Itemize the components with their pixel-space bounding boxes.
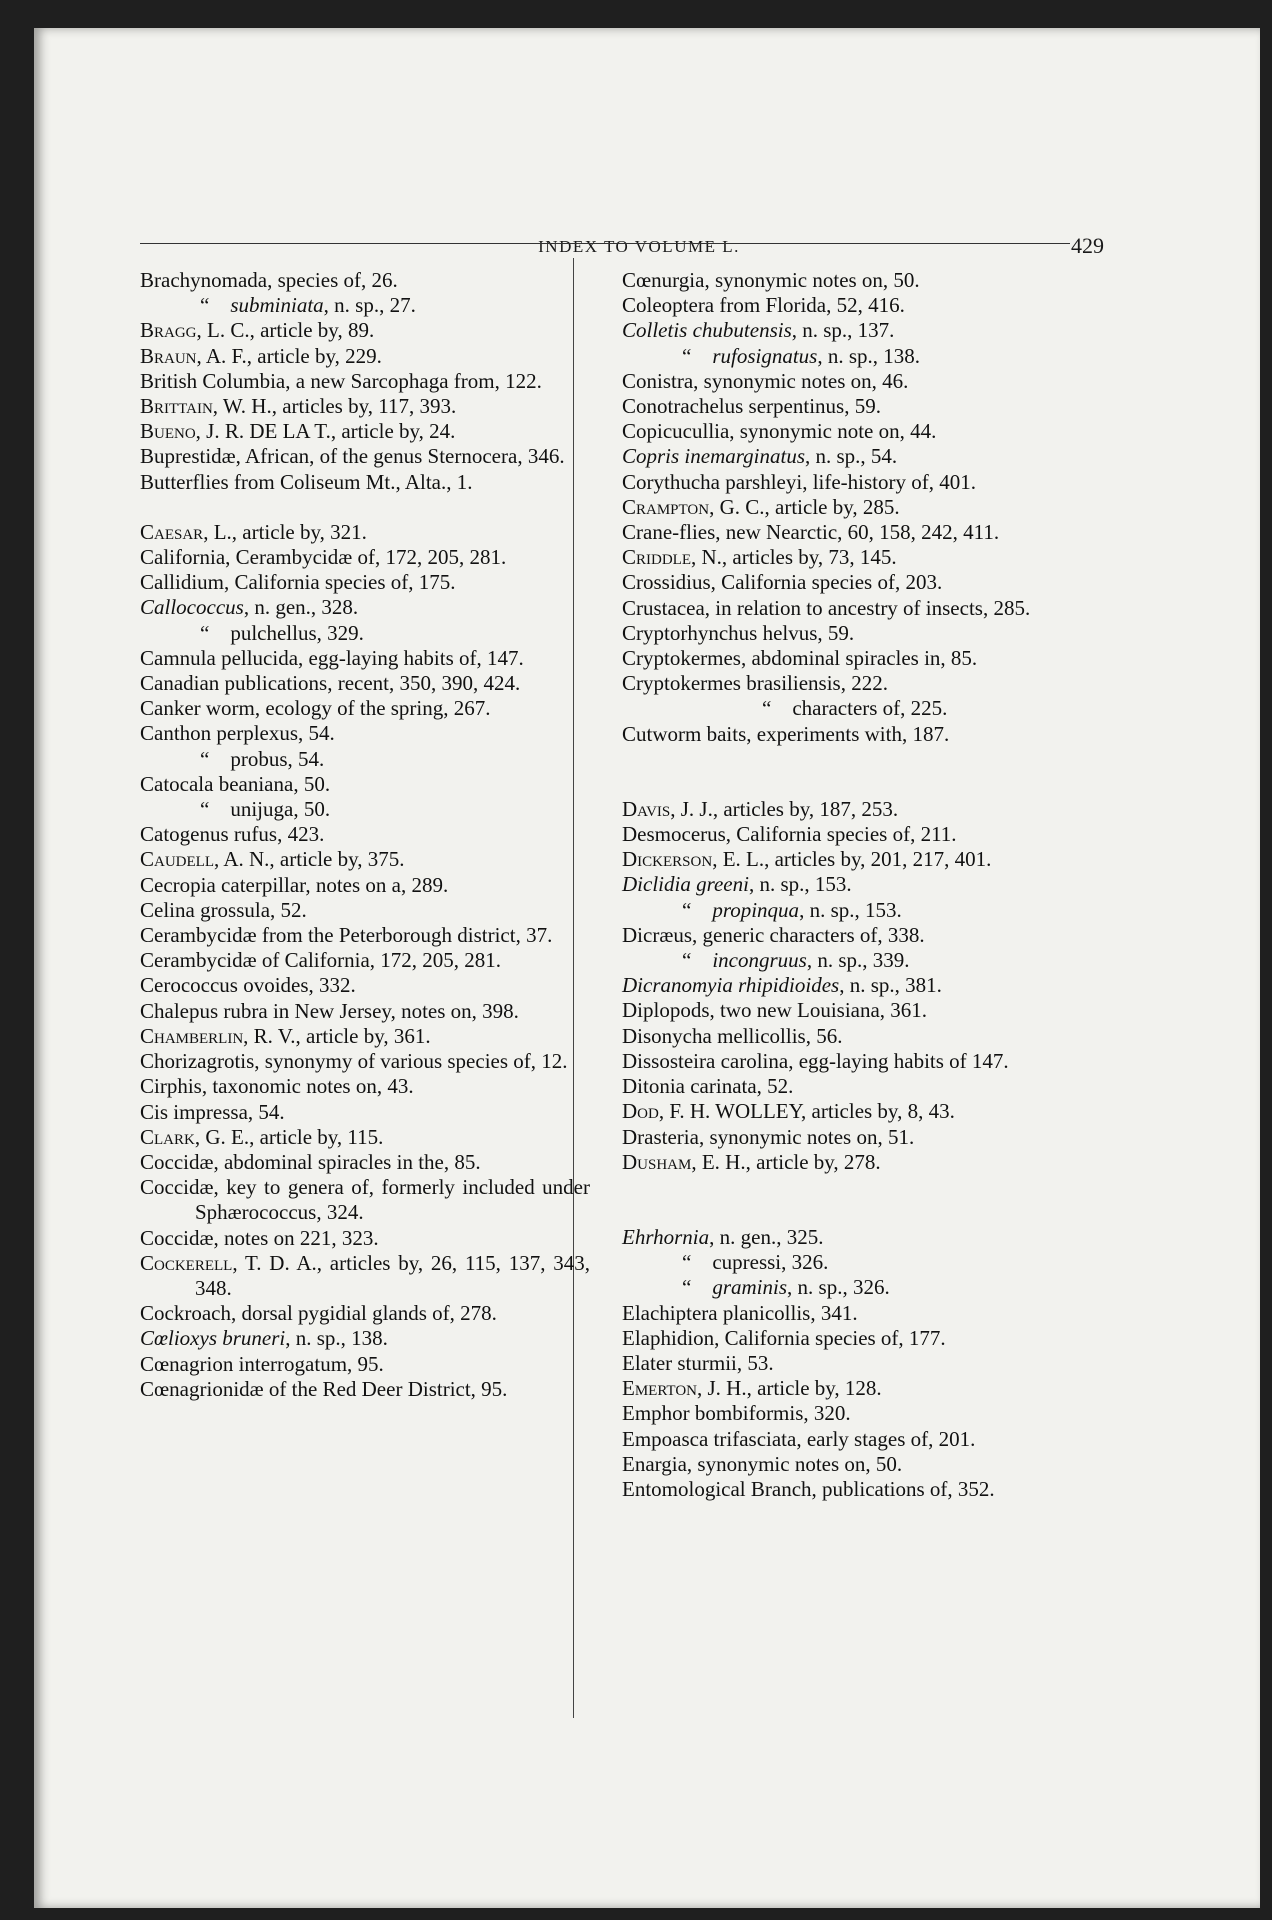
- entry-text: , G. C., article by, 285.: [709, 494, 900, 519]
- author-name: Caudell: [140, 847, 214, 872]
- index-entry: [622, 596, 1077, 621]
- ditto-mark: “: [200, 797, 231, 822]
- entry-text: Celina grossula, 52.: [140, 897, 307, 922]
- index-entry: [140, 721, 590, 746]
- index-entry: [140, 1226, 590, 1251]
- entry-text: Conotrachelus serpentinus, 59.: [622, 394, 881, 419]
- index-entry: [622, 1049, 1077, 1074]
- entry-text: probus, 54.: [230, 746, 325, 771]
- index-entry: [140, 1251, 590, 1301]
- index-entry: [140, 1074, 590, 1099]
- index-entry: [140, 948, 590, 973]
- entry-text: Chalepus rubra in New Jersey, notes on, 398.: [140, 998, 519, 1023]
- index-entry: [140, 999, 590, 1024]
- index-entry: [140, 1150, 590, 1175]
- entry-text: Dicræus, generic characters of, 338.: [622, 922, 925, 947]
- index-entry: [622, 1301, 1077, 1326]
- entry-text: , n. gen., 325.: [709, 1224, 824, 1249]
- entry-text: , L. C., article by, 89.: [196, 318, 375, 343]
- entry-text: , T. D. A., articles by, 26, 115, 137, 343, 348.: [195, 1250, 590, 1300]
- section-gap: [622, 772, 1077, 797]
- index-entry: [622, 1477, 1077, 1502]
- index-entry: [622, 1326, 1077, 1351]
- ditto-mark: “: [200, 620, 231, 645]
- entry-text: unijuga, 50.: [230, 797, 331, 822]
- index-entry: [140, 973, 590, 998]
- ditto-mark: “: [682, 343, 713, 368]
- entry-text: Coccidæ, abdominal spiracles in the, 85.: [140, 1149, 481, 1174]
- ditto-mark: “: [682, 948, 713, 973]
- index-entry: [622, 1401, 1077, 1426]
- page-number: 429: [1071, 233, 1104, 258]
- entry-text: Cerambycidæ from the Peterborough district, 37.: [140, 923, 553, 948]
- index-entry: [140, 1326, 590, 1351]
- index-entry: [140, 1175, 590, 1225]
- index-entry: [622, 671, 1077, 696]
- entry-text: , J. H., article by, 128.: [697, 1376, 882, 1401]
- entry-italic-term: incongruus: [712, 948, 807, 973]
- entry-text: Coccidæ, key to genera of, formerly included under Sphærococcus, 324.: [140, 1175, 590, 1225]
- running-header: [174, 233, 1104, 263]
- index-entry: [622, 419, 1077, 444]
- entry-italic-term: Dicranomyia rhipidioides: [622, 973, 840, 998]
- index-entry: [622, 570, 1077, 595]
- entry-text: , n. sp., 381.: [839, 973, 942, 998]
- entry-text: Dissosteira carolina, egg-laying habits of 147.: [622, 1048, 1009, 1073]
- entry-text: , n. sp., 27.: [323, 293, 416, 318]
- index-entry: [622, 470, 1077, 495]
- entry-text: , L., article by, 321.: [203, 519, 367, 544]
- index-entry: [140, 444, 590, 469]
- entry-text: , W. H., articles by, 117, 393.: [212, 394, 457, 419]
- entry-text: Crane-flies, new Nearctic, 60, 158, 242, 411.: [622, 520, 1000, 545]
- author-name: Bragg: [140, 318, 197, 343]
- entry-text: Cerambycidæ of California, 172, 205, 281.: [140, 948, 502, 973]
- entry-italic-term: graminis: [712, 1275, 788, 1300]
- entry-text: , n. sp., 138.: [285, 1326, 388, 1351]
- index-entry: [622, 369, 1077, 394]
- index-entry: [140, 1125, 590, 1150]
- entry-text: , n. sp., 153.: [748, 872, 852, 897]
- entry-text: , F. H. WOLLEY, articles by, 8, 43.: [658, 1099, 955, 1124]
- index-entry: [140, 1352, 590, 1377]
- index-entry: [622, 646, 1077, 671]
- author-name: Crampton: [622, 494, 710, 519]
- entry-text: , N., articles by, 73, 145.: [691, 545, 897, 570]
- entry-text: Copicucullia, synonymic note on, 44.: [622, 419, 937, 444]
- index-entry: [622, 847, 1077, 872]
- section-gap: [622, 1175, 1077, 1200]
- entry-text: Brachynomada, species of, 26.: [140, 268, 398, 292]
- entry-text: Conistra, synonymic notes on, 46.: [622, 368, 909, 393]
- entry-text: characters of, 225.: [792, 696, 948, 721]
- entry-text: Cerococcus ovoides, 332.: [140, 973, 356, 998]
- index-entry: [622, 1150, 1077, 1175]
- header-rule: [140, 243, 1070, 244]
- index-entry: [140, 797, 590, 822]
- index-entry: [140, 344, 590, 369]
- index-entry: [622, 344, 1077, 369]
- index-entry: [622, 318, 1077, 343]
- section-gap: [622, 747, 1077, 772]
- entry-text: Callidium, California species of, 175.: [140, 570, 456, 595]
- entry-text: Cryptokermes, abdominal spiracles in, 85.: [622, 646, 978, 671]
- index-entry: [622, 1351, 1077, 1376]
- index-entry: [622, 1125, 1077, 1150]
- entry-text: , R. V., article by, 361.: [243, 1023, 431, 1048]
- index-column-left: [140, 268, 590, 1402]
- index-entry: [622, 1074, 1077, 1099]
- index-entry: [140, 873, 590, 898]
- ditto-mark: “: [200, 293, 231, 318]
- author-name: Caesar: [140, 519, 204, 544]
- index-entry: [140, 898, 590, 923]
- index-entry: [140, 545, 590, 570]
- entry-italic-term: subminiata: [230, 293, 324, 318]
- author-name: Clark: [140, 1124, 195, 1149]
- index-entry: [140, 394, 590, 419]
- index-entry: [622, 973, 1077, 998]
- author-name: Emerton: [622, 1376, 697, 1401]
- entry-text: Cirphis, taxonomic notes on, 43.: [140, 1074, 414, 1099]
- section-gap: [140, 495, 590, 520]
- author-name: Dickerson: [622, 847, 713, 872]
- entry-italic-term: Ehrhornia: [622, 1224, 710, 1249]
- entry-text: , J. J., articles by, 187, 253.: [670, 796, 899, 821]
- entry-text: Ditonia carinata, 52.: [622, 1074, 794, 1099]
- entry-text: Elaphidion, California species of, 177.: [622, 1325, 946, 1350]
- ditto-mark: “: [682, 1250, 713, 1275]
- entry-text: Cockroach, dorsal pygidial glands of, 278.: [140, 1301, 497, 1326]
- entry-text: , G. E., article by, 115.: [194, 1124, 384, 1149]
- entry-text: Canthon perplexus, 54.: [140, 721, 335, 746]
- entry-italic-term: rufosignatus: [712, 343, 818, 368]
- index-entry: [140, 520, 590, 545]
- entry-text: Cryptorhynchus helvus, 59.: [622, 620, 855, 645]
- author-name: Cockerell: [140, 1250, 233, 1275]
- entry-text: cupressi, 326.: [712, 1250, 829, 1275]
- entry-text: Entomological Branch, publications of, 352.: [622, 1476, 995, 1501]
- index-entry: [622, 948, 1077, 973]
- entry-text: Enargia, synonymic notes on, 50.: [622, 1451, 903, 1476]
- index-entry: [140, 747, 590, 772]
- index-entry: [140, 470, 590, 495]
- ditto-mark: “: [682, 897, 713, 922]
- index-entry: [622, 872, 1077, 897]
- entry-text: , n. sp., 339.: [806, 948, 910, 973]
- author-name: Davis: [622, 796, 671, 821]
- index-entry: [140, 1049, 590, 1074]
- author-name: Bueno: [140, 419, 196, 444]
- entry-italic-term: Colletis chubutensis: [622, 318, 792, 343]
- index-column-right: [622, 268, 1077, 1502]
- index-entry: [622, 621, 1077, 646]
- index-entry: [140, 1100, 590, 1125]
- index-entry: [622, 1427, 1077, 1452]
- index-entry: [622, 998, 1077, 1023]
- entry-text: , n. gen., 328.: [243, 595, 359, 620]
- entry-italic-term: propinqua: [712, 897, 800, 922]
- author-name: Braun: [140, 343, 197, 368]
- index-entry: [140, 293, 590, 318]
- entry-text: , n. sp., 137.: [791, 318, 895, 343]
- entry-italic-term: Callococcus: [140, 595, 244, 620]
- ditto-mark: “: [200, 746, 231, 771]
- index-entry: [140, 318, 590, 343]
- index-entry: [622, 822, 1077, 847]
- index-entry: [622, 1275, 1077, 1300]
- entry-text: Diplopods, two new Louisiana, 361.: [622, 998, 928, 1023]
- index-entry: [622, 293, 1077, 318]
- entry-text: Coleoptera from Florida, 52, 416.: [622, 293, 905, 318]
- index-entry: [622, 1452, 1077, 1477]
- entry-text: , E. H., article by, 278.: [691, 1149, 881, 1174]
- entry-text: Chorizagrotis, synonymy of various species of, 12.: [140, 1049, 568, 1074]
- index-entry: [140, 1301, 590, 1326]
- entry-italic-term: Copris inemarginatus: [622, 444, 805, 469]
- author-name: Criddle: [622, 545, 691, 570]
- entry-text: , n. sp., 153.: [799, 897, 902, 922]
- index-entry: [140, 822, 590, 847]
- index-entry: [622, 797, 1077, 822]
- entry-text: pulchellus, 329.: [230, 620, 364, 645]
- entry-text: Cecropia caterpillar, notes on a, 289.: [140, 872, 449, 897]
- index-entry: [140, 268, 590, 293]
- entry-text: Crossidius, California species of, 203.: [622, 570, 943, 595]
- entry-text: , n. sp., 326.: [787, 1275, 890, 1300]
- entry-text: Cryptokermes brasiliensis, 222.: [622, 671, 888, 696]
- index-entry: [622, 722, 1077, 747]
- entry-text: Elater sturmii, 53.: [622, 1350, 774, 1375]
- entry-text: , n. sp., 54.: [805, 444, 898, 469]
- entry-text: Crustacea, in relation to ancestry of insects, 285.: [622, 595, 1031, 620]
- entry-text: , J. R. DE LA T., article by, 24.: [195, 419, 456, 444]
- entry-text: Desmocerus, California species of, 211.: [622, 822, 957, 847]
- ditto-mark: “: [762, 696, 793, 721]
- entry-text: California, Cerambycidæ of, 172, 205, 281.: [140, 545, 507, 570]
- entry-text: Camnula pellucida, egg-laying habits of, 147.: [140, 645, 524, 670]
- entry-text: Elachiptera planicollis, 341.: [622, 1300, 858, 1325]
- author-name: Chamberlin: [140, 1023, 244, 1048]
- index-entry: [140, 696, 590, 721]
- index-entry: [140, 419, 590, 444]
- entry-text: Canker worm, ecology of the spring, 267.: [140, 696, 491, 721]
- index-entry: [622, 545, 1077, 570]
- entry-text: Cœnurgia, synonymic notes on, 50.: [622, 268, 920, 292]
- ditto-mark: “: [682, 1275, 713, 1300]
- index-entry: [622, 1225, 1077, 1250]
- index-entry: [622, 495, 1077, 520]
- index-entry: [622, 1250, 1077, 1275]
- index-entry: [140, 1024, 590, 1049]
- entry-text: Canadian publications, recent, 350, 390, 424.: [140, 671, 521, 696]
- index-entry: [140, 1377, 590, 1402]
- entry-text: Emphor bombiformis, 320.: [622, 1401, 851, 1426]
- entry-text: Catogenus rufus, 423.: [140, 822, 325, 847]
- index-entry: [140, 369, 590, 394]
- entry-text: Coccidæ, notes on 221, 323.: [140, 1225, 379, 1250]
- entry-text: Cœnagrion interrogatum, 95.: [140, 1351, 384, 1376]
- entry-text: Catocala beaniana, 50.: [140, 771, 331, 796]
- index-entry: [622, 1376, 1077, 1401]
- index-entry: [622, 898, 1077, 923]
- entry-text: Buprestidæ, African, of the genus Sternocera, 346.: [140, 444, 565, 469]
- entry-text: , E. L., articles by, 201, 217, 401.: [712, 847, 992, 872]
- entry-text: , A. F., article by, 229.: [196, 343, 382, 368]
- entry-text: Cœnagrionidæ of the Red Deer District, 95.: [140, 1376, 508, 1401]
- entry-text: , n. sp., 138.: [817, 343, 921, 368]
- index-entry: [140, 570, 590, 595]
- index-entry: [622, 268, 1077, 293]
- index-entry: [140, 671, 590, 696]
- index-entry: [622, 923, 1077, 948]
- index-entry: [140, 923, 590, 948]
- entry-text: Cutworm baits, experiments with, 187.: [622, 721, 950, 746]
- entry-text: Empoasca trifasciata, early stages of, 201.: [622, 1426, 976, 1451]
- index-entry: [140, 847, 590, 872]
- author-name: Brittain: [140, 394, 213, 419]
- index-entry: [622, 1099, 1077, 1124]
- entry-italic-term: Cœlioxys bruneri: [140, 1326, 286, 1351]
- running-title: INDEX TO VOLUME L.: [538, 237, 740, 256]
- entry-text: Drasteria, synonymic notes on, 51.: [622, 1124, 915, 1149]
- index-entry: [140, 595, 590, 620]
- entry-text: British Columbia, a new Sarcophaga from, 122.: [140, 368, 542, 393]
- entry-text: Cis impressa, 54.: [140, 1099, 285, 1124]
- index-entry: [140, 621, 590, 646]
- entry-text: , A. N., article by, 375.: [214, 847, 405, 872]
- index-entry: [622, 1024, 1077, 1049]
- index-entry: [140, 646, 590, 671]
- index-entry: [140, 772, 590, 797]
- entry-text: Disonycha mellicollis, 56.: [622, 1023, 843, 1048]
- entry-italic-term: Diclidia greeni: [622, 872, 749, 897]
- entry-text: Butterflies from Coliseum Mt., Alta., 1.: [140, 469, 473, 494]
- index-entry: [622, 394, 1077, 419]
- author-name: Dusham: [622, 1149, 692, 1174]
- author-name: Dod: [622, 1099, 659, 1124]
- index-entry: [622, 520, 1077, 545]
- section-gap: [622, 1200, 1077, 1225]
- entry-text: Corythucha parshleyi, life-history of, 401.: [622, 469, 977, 494]
- index-entry: [622, 444, 1077, 469]
- index-entry: [622, 696, 1077, 721]
